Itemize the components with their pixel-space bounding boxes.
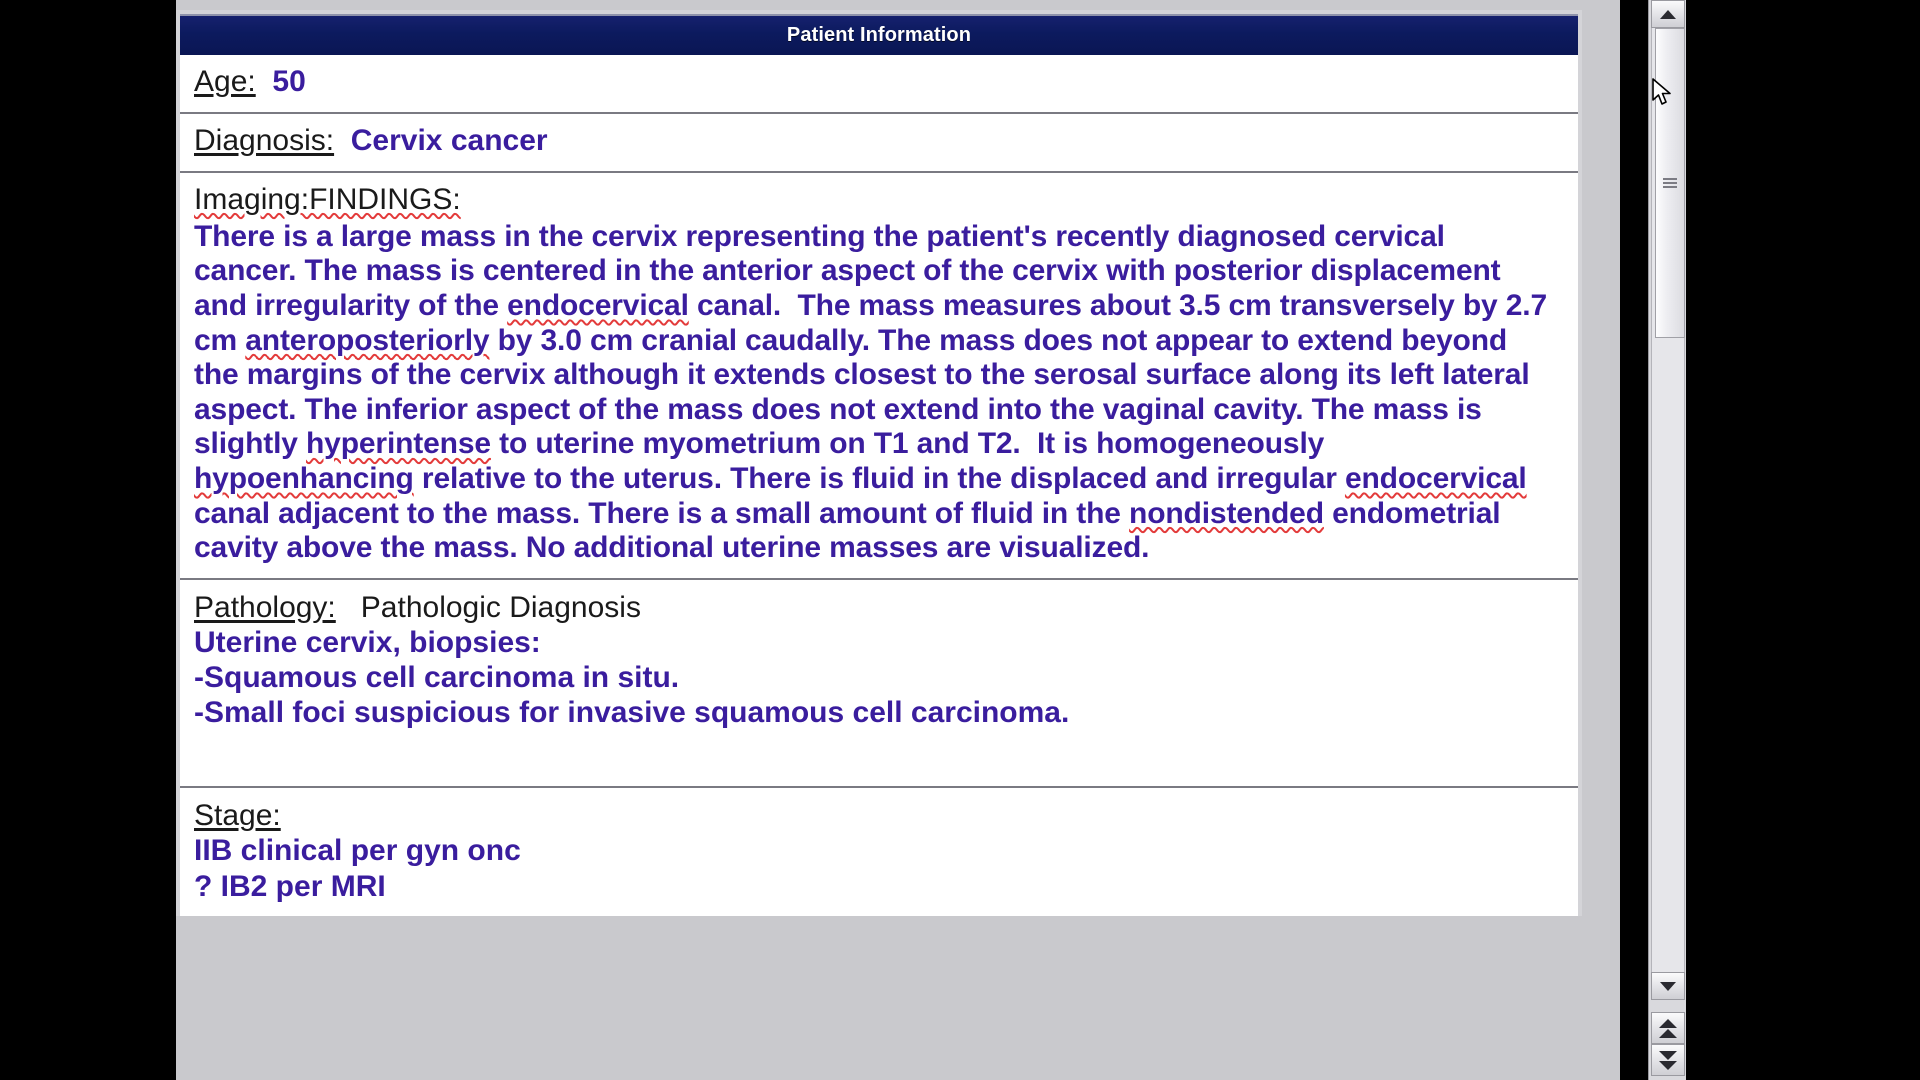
scrollbar-thumb[interactable] [1655,28,1685,338]
age-label: Age: [194,65,256,98]
pathology-line: -Small foci suspicious for invasive squamous cell carcinoma. [194,696,1070,730]
window-titlebar [180,14,1578,55]
arrow-up-icon [1660,10,1676,19]
grip-lines-icon [1663,176,1677,190]
age-value: 50 [272,65,306,98]
imaging-label-wrap [194,183,1564,217]
findings-line: cm anteroposteriorly by 3.0 cm cranial caudally. The mass does not appear to extend beyond [194,323,1508,357]
stage-line: ? IB2 per MRI [194,869,386,903]
spellcheck-word: hypoenhancing [194,462,414,496]
section-diagnosis [180,114,1578,173]
section-stage [180,788,1578,915]
pathology-header-row [194,590,1564,625]
findings-line: There is a large mass in the cervix representing the patient's recently diagnosed cervical [194,219,1445,253]
diagnosis-label: Diagnosis: [194,123,335,157]
pathology-value: Pathologic Diagnosis [360,591,641,624]
scrollbar-track[interactable] [1651,28,1685,972]
left-black-gutter [0,0,176,1080]
document-body [180,55,1578,916]
double-arrow-down-icon [1659,1051,1677,1070]
arrow-down-icon [1660,982,1676,991]
window-inner-frame [176,10,1582,916]
age-row [194,65,1564,100]
pathology-line: Uterine cervix, biopsies: [194,626,541,660]
window-title: Patient Information [786,24,972,46]
diagnosis-row [194,124,1564,159]
pathology-label: Pathology: [194,591,336,624]
pathology-spacer [194,730,1564,774]
spellcheck-word: nondistended [1129,496,1324,530]
findings-line: aspect. The inferior aspect of the mass does not extend into the vaginal cavity. The mass is [194,392,1482,426]
imaging-label: Imaging:FINDINGS: [194,182,461,216]
findings-line: cavity above the mass. No additional uterine masses are visualized. [194,531,1150,565]
findings-line: and irregularity of the endocervical canal. The mass measures about 3.5 cm transversely by 2.7 [194,288,1548,322]
spellcheck-word: anteroposteriorly [245,323,490,357]
diagnosis-value: Cervix cancer [350,123,548,157]
findings-line: slightly hyperintense to uterine myometrium on T1 and T2. It is homogeneously [194,427,1325,461]
double-arrow-up-icon [1659,1019,1677,1038]
findings-line: cancer. The mass is centered in the anterior aspect of the cervix with posterior displacement [194,254,1501,288]
findings-line: the margins of the cervix although it extends closest to the serosal surface along its left lateral [194,358,1530,392]
stage-header-row [194,798,1564,833]
right-black-gutter [1712,0,1920,1080]
stage-line: IIB clinical per gyn onc [194,834,521,868]
section-imaging-findings [180,173,1578,580]
page-up-button[interactable] [1651,1012,1685,1044]
scroll-up-button[interactable] [1651,0,1685,28]
section-pathology [180,580,1578,788]
imaging-findings-text [194,220,1564,566]
patient-information-window [176,0,1620,1080]
spellcheck-word: endocervical [507,288,689,322]
spellcheck-word: endocervical [1344,462,1527,496]
vertical-scrollbar[interactable] [1648,0,1686,1080]
findings-line: canal adjacent to the mass. There is a small amount of fluid in the nondistended endometrial [194,496,1501,530]
page-down-button[interactable] [1651,1044,1685,1076]
pathology-line: -Squamous cell carcinoma in situ. [194,661,680,695]
scroll-down-button[interactable] [1651,972,1685,1000]
findings-line: hypoenhancing relative to the uterus. There is fluid in the displaced and irregular endocervical [194,462,1527,496]
stage-label: Stage: [194,799,281,833]
spellcheck-word: hyperintense [306,427,491,461]
section-age [180,55,1578,114]
